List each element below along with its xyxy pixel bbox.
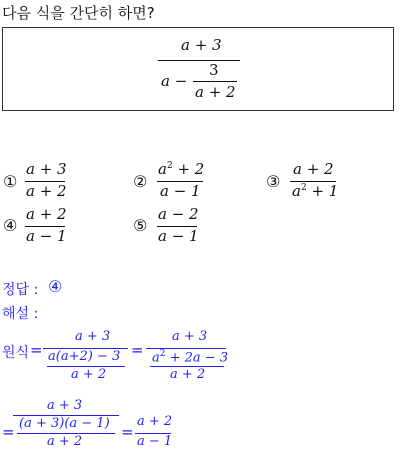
- choice-5-denominator: a − 1: [158, 227, 199, 245]
- explanation-eq-1: =: [30, 341, 43, 359]
- step1-right-den-base: a: [152, 350, 160, 366]
- step2-left-den-numerator: (a + 3)(a − 1): [19, 416, 110, 431]
- choice-2-num-base: a: [158, 160, 167, 178]
- explanation-eq-3: =: [2, 423, 15, 441]
- step1-left-den-denominator: a + 2: [71, 367, 107, 382]
- question-title: 다음 식을 간단히 하면?: [2, 4, 155, 22]
- choice-3-den-rest: + 1: [306, 182, 339, 200]
- expr-inner-bar: [193, 81, 237, 82]
- step1-right-numerator: a + 3: [172, 329, 208, 344]
- expr-inner-denominator: a + 2: [195, 83, 236, 101]
- explanation-eq-2: =: [131, 341, 144, 359]
- expr-inner-numerator: 3: [209, 61, 219, 79]
- step1-left-numerator: a + 3: [75, 329, 111, 344]
- choice-4-denominator: a − 1: [26, 227, 67, 245]
- expression-box: [2, 27, 394, 111]
- choice-3-den-base: a: [292, 182, 301, 200]
- explanation-lhs-label: 원식: [2, 345, 30, 361]
- choice-1-numerator: a + 3: [26, 160, 67, 178]
- expr-numerator: a + 3: [181, 36, 222, 54]
- choice-2-marker[interactable]: ②: [133, 172, 148, 191]
- expr-denominator-lead: a −: [161, 72, 188, 90]
- choice-3-marker[interactable]: ③: [266, 172, 281, 191]
- step1-left-den-numerator: a(a+2) − 3: [48, 349, 121, 364]
- choice-3-den-exp: 2: [300, 183, 307, 193]
- step1-right-den-denominator: a + 2: [170, 367, 206, 382]
- choice-1-denominator: a + 2: [26, 182, 67, 200]
- choice-1-marker[interactable]: ①: [3, 172, 18, 191]
- choice-2-denominator: a − 1: [160, 182, 201, 200]
- step2-right-numerator: a + 2: [137, 414, 173, 429]
- choice-5-numerator: a − 2: [158, 205, 199, 223]
- choice-4-marker[interactable]: ④: [3, 216, 18, 235]
- step2-left-numerator: a + 3: [47, 398, 83, 413]
- answer-value: ④: [48, 277, 63, 296]
- answer-label: 정답 :: [2, 282, 39, 298]
- choice-2-num-exp: 2: [166, 161, 173, 171]
- step1-right-den-rest: + 2a − 3: [165, 350, 229, 366]
- choice-3-numerator: a + 2: [293, 160, 334, 178]
- explanation-label: 해설 :: [2, 306, 39, 322]
- step2-right-denominator: a − 1: [137, 434, 173, 449]
- explanation-eq-4: =: [121, 423, 134, 441]
- step2-left-den-denominator: a + 2: [47, 434, 83, 449]
- choice-5-marker[interactable]: ⑤: [133, 216, 148, 235]
- step1-right-den-exp: 2: [159, 349, 166, 359]
- expr-main-bar: [158, 60, 240, 61]
- choice-4-numerator: a + 2: [26, 205, 67, 223]
- choice-2-num-rest: + 2: [172, 160, 205, 178]
